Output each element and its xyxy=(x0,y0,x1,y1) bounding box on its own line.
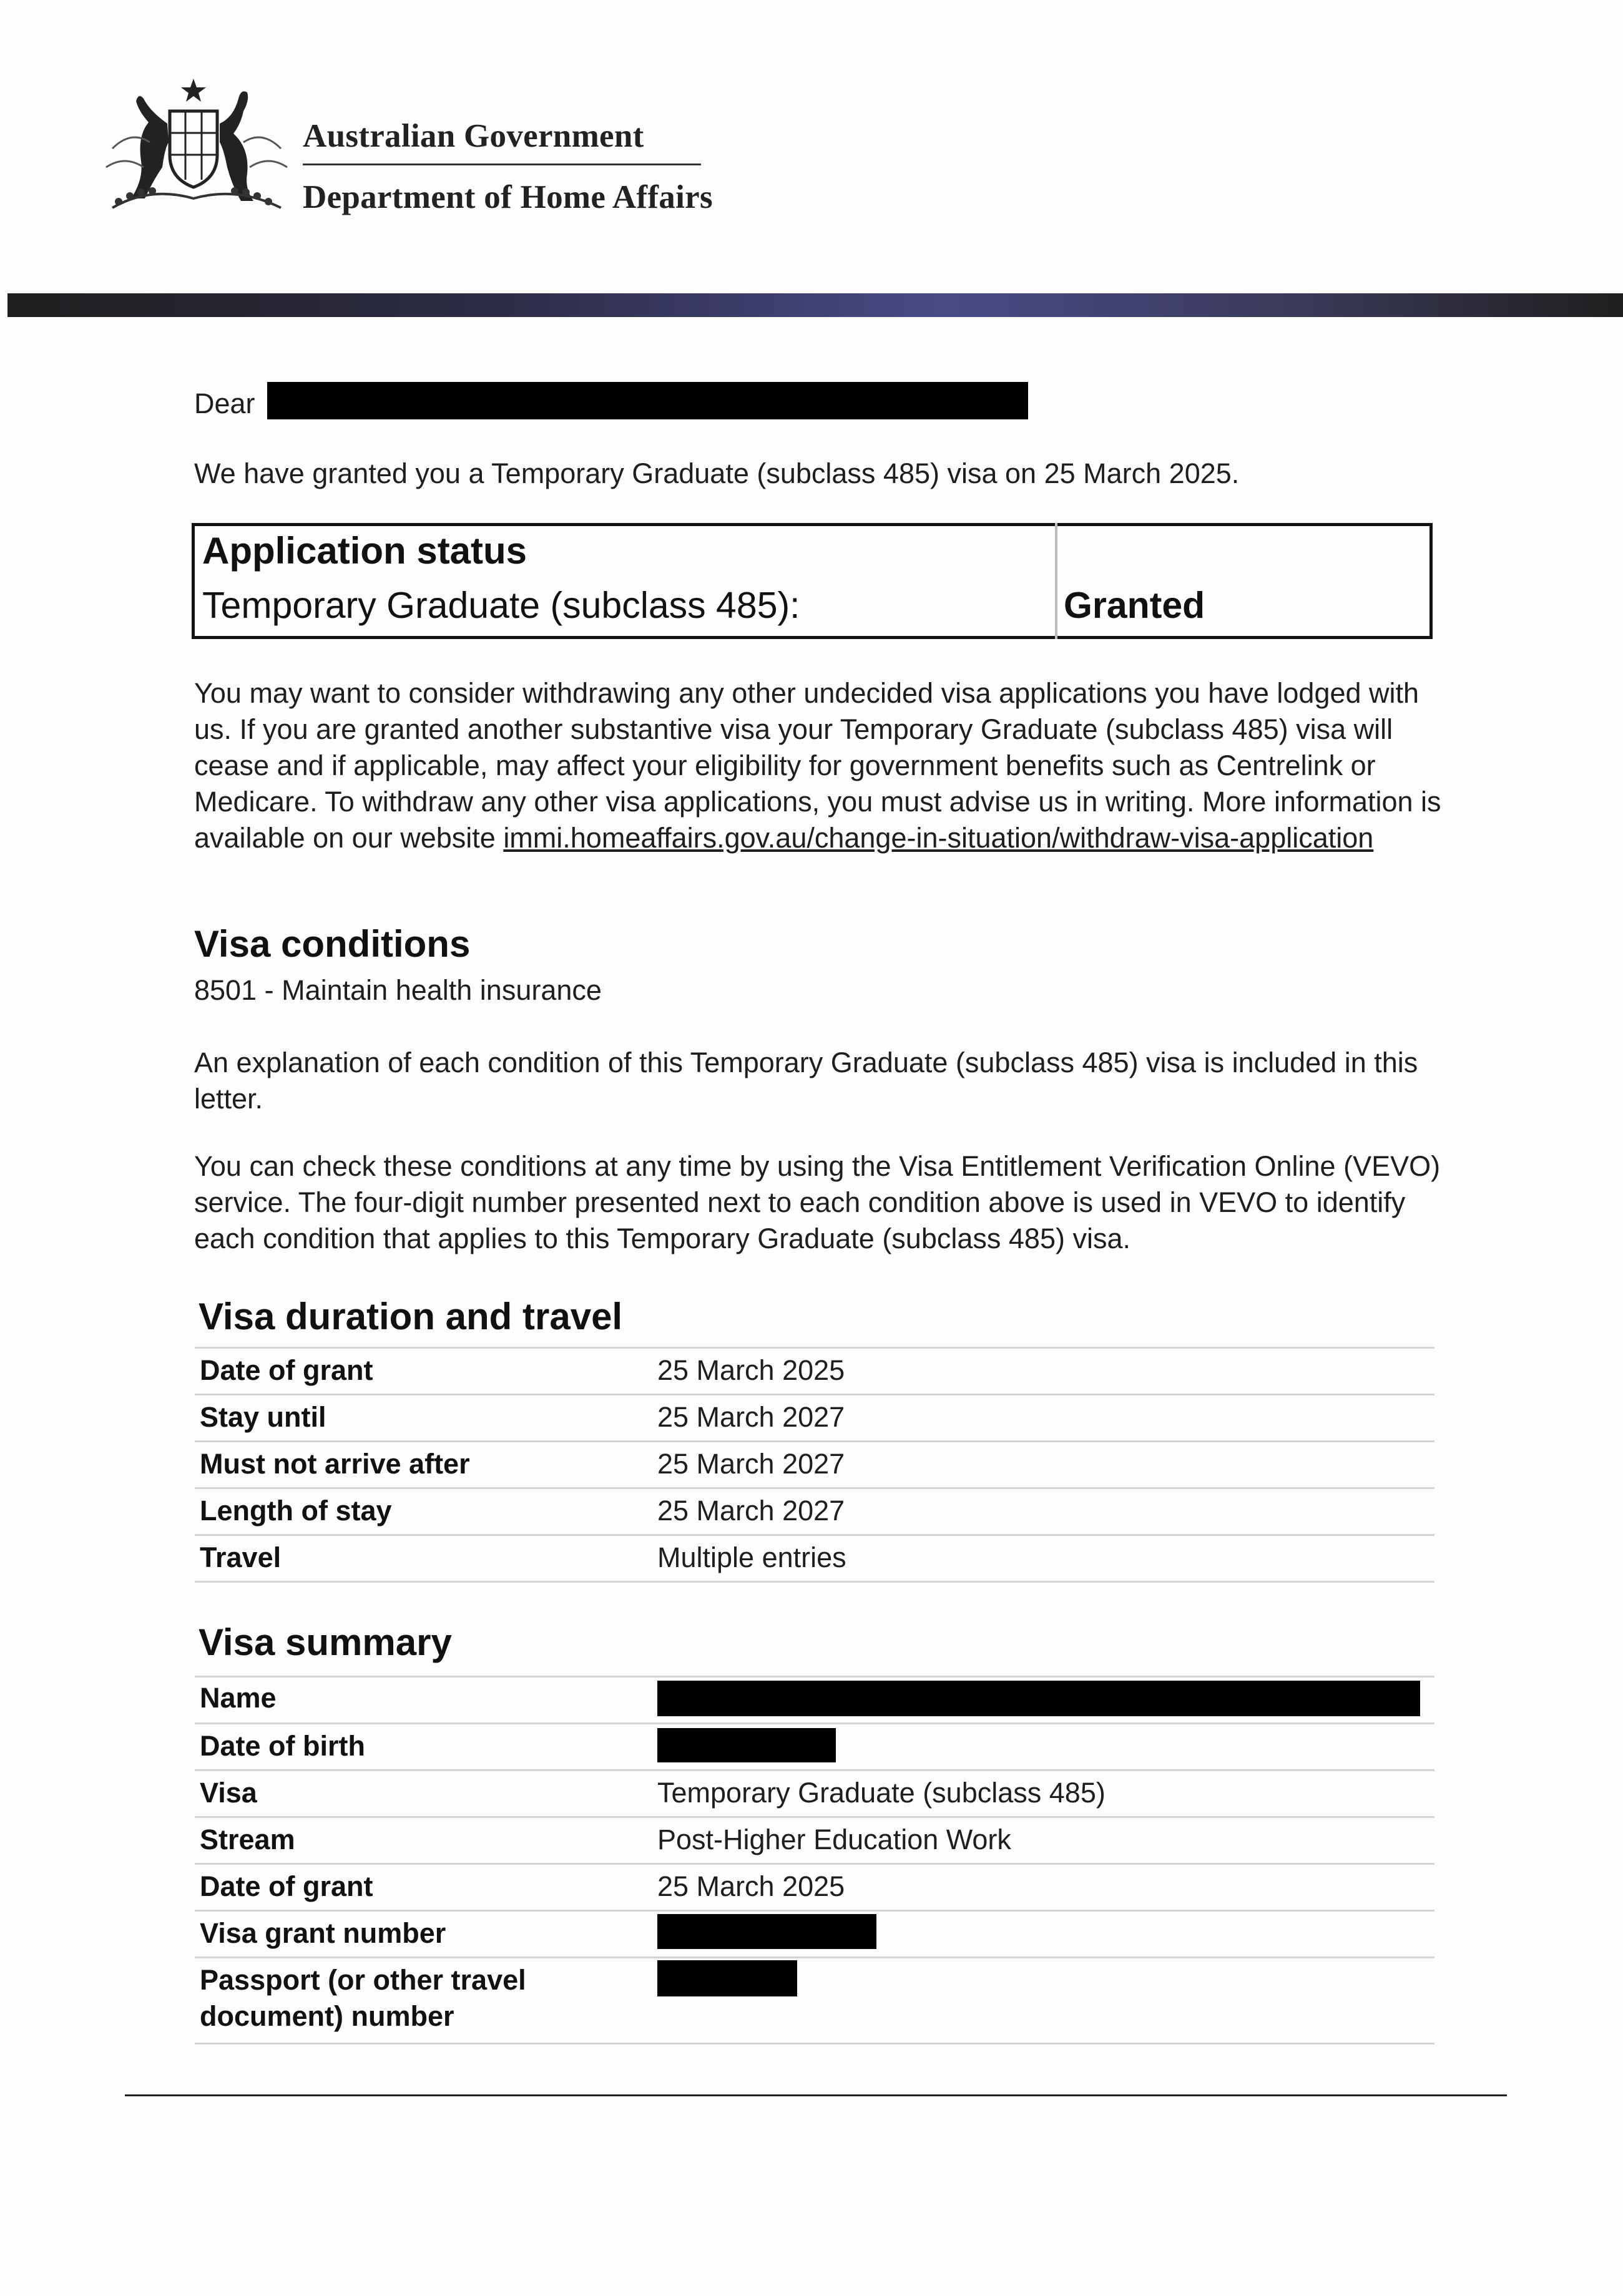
summary-key: Passport (or other travel document) number xyxy=(200,1964,526,2032)
summary-key: Visa grant number xyxy=(200,1917,446,1949)
summary-value: 25 March 2025 xyxy=(657,1870,845,1902)
header-band xyxy=(7,293,1623,317)
salutation: Dear xyxy=(194,388,255,419)
coat-of-arms-icon xyxy=(100,74,293,223)
summary-value: Temporary Graduate (subclass 485) xyxy=(657,1777,1106,1809)
duration-key: Must not arrive after xyxy=(200,1448,470,1480)
duration-value: 25 March 2027 xyxy=(657,1495,845,1527)
duration-row-travel xyxy=(195,1536,1434,1583)
duration-row-date-of-grant xyxy=(195,1349,1434,1395)
visa-summary-heading: Visa summary xyxy=(199,1621,452,1663)
government-name: Australian Government xyxy=(303,118,644,154)
duration-value: 25 March 2025 xyxy=(657,1354,845,1386)
duration-row-must-not-arrive-after xyxy=(195,1442,1434,1489)
redacted-date-of-birth xyxy=(657,1728,836,1762)
summary-key: Visa xyxy=(200,1777,257,1809)
summary-row-visa-grant-number xyxy=(195,1912,1434,1958)
withdraw-link[interactable]: immi.homeaffairs.gov.au/change-in-situation/withdraw-visa-application xyxy=(503,822,1374,854)
status-box-divider xyxy=(1055,523,1057,639)
summary-key: Name xyxy=(200,1682,277,1714)
duration-row-stay-until xyxy=(195,1395,1434,1442)
footer-divider xyxy=(125,2094,1507,2096)
header-divider xyxy=(303,164,701,165)
redacted-recipient-name xyxy=(267,382,1028,419)
status-value: Granted xyxy=(1064,585,1205,626)
duration-value: Multiple entries xyxy=(657,1541,846,1573)
duration-value: 25 March 2027 xyxy=(657,1401,845,1433)
conditions-explanation: An explanation of each condition of this Temporary Graduate (subclass 485) visa is included in this letter. xyxy=(194,1047,1418,1115)
status-visa-label: Temporary Graduate (subclass 485): xyxy=(202,585,800,626)
withdraw-paragraph xyxy=(194,675,1449,856)
duration-key: Travel xyxy=(200,1541,282,1573)
summary-key: Date of birth xyxy=(200,1730,365,1762)
duration-key: Date of grant xyxy=(200,1354,373,1386)
summary-row-name xyxy=(195,1678,1434,1724)
redacted-passport-number xyxy=(657,1960,797,1996)
summary-row-date-of-grant xyxy=(195,1865,1434,1912)
grant-sentence: We have granted you a Temporary Graduate (subclass 485) visa on 25 March 2025. xyxy=(194,457,1240,489)
visa-conditions-heading: Visa conditions xyxy=(194,923,471,965)
condition-item: 8501 - Maintain health insurance xyxy=(194,974,602,1006)
visa-duration-heading: Visa duration and travel xyxy=(199,1296,623,1337)
redacted-name xyxy=(657,1681,1420,1716)
duration-value: 25 March 2027 xyxy=(657,1448,845,1480)
duration-key: Stay until xyxy=(200,1401,326,1433)
summary-row-stream xyxy=(195,1818,1434,1865)
duration-key: Length of stay xyxy=(200,1495,392,1527)
summary-row-passport-number xyxy=(195,1958,1434,2044)
summary-row-date-of-birth xyxy=(195,1724,1434,1771)
summary-value: Post-Higher Education Work xyxy=(657,1824,1011,1855)
duration-row-length-of-stay xyxy=(195,1489,1434,1536)
summary-key: Date of grant xyxy=(200,1870,373,1902)
summary-key: Stream xyxy=(200,1824,295,1855)
summary-row-visa xyxy=(195,1771,1434,1818)
department-name: Department of Home Affairs xyxy=(303,179,713,215)
redacted-visa-grant-number xyxy=(657,1914,876,1949)
vevo-paragraph: You can check these conditions at any time by using the Visa Entitlement Verification Online (VEVO) service. The four-digit number presented next to each condition above is used in VEVO to identify each condition that applies to this Temporary Graduate (subclass 485) visa. xyxy=(194,1150,1441,1254)
status-heading: Application status xyxy=(202,530,527,572)
withdraw-text: You may want to consider withdrawing any other undecided visa applications you have lodged with us. If you are granted another substantive visa your Temporary Graduate (subclass 485) visa will cease and if applicable, may affect your eligibility for government benefits such as Centrelink or Medicare. To withdraw any other visa applications, you must advise us in writing. More information is available on our website xyxy=(194,677,1441,854)
